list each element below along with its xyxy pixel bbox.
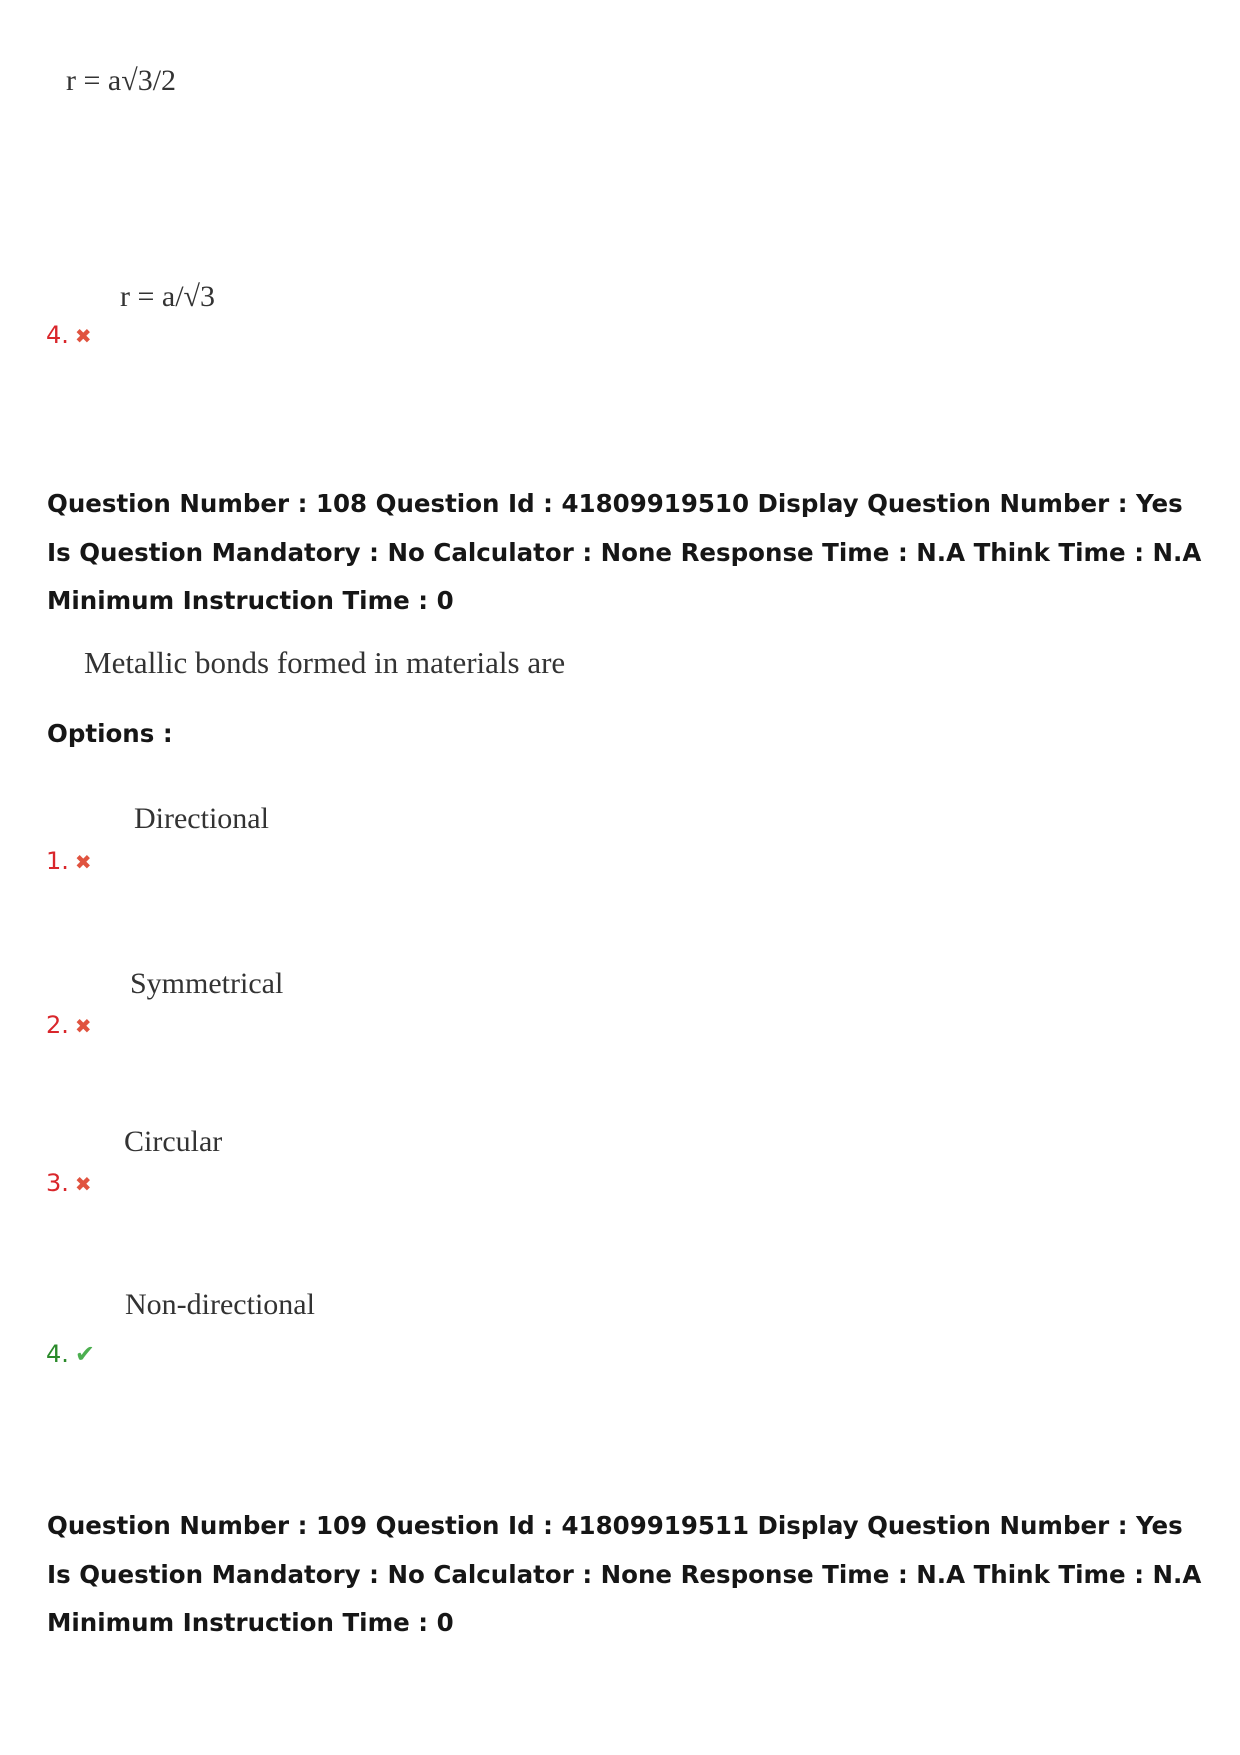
option-image-text: Non-directional — [125, 1288, 315, 1321]
option-image-formula: r = a√3/2 — [66, 64, 177, 97]
cross-icon: ✖ — [74, 324, 92, 348]
check-icon: ✔ — [74, 1340, 96, 1368]
cross-icon: ✖ — [74, 1014, 92, 1038]
options-label: Options : — [47, 719, 173, 748]
question-text-image: Metallic bonds formed in materials are — [84, 645, 566, 680]
option-image-text: Circular — [124, 1125, 223, 1158]
option-number: 4. — [46, 1340, 69, 1368]
option-number: 3. — [46, 1169, 69, 1197]
option-number-wrong — [46, 847, 92, 875]
option-number: 1. — [46, 847, 69, 875]
option-number-wrong — [46, 1011, 92, 1039]
option-image-text: Directional — [134, 802, 269, 835]
option-number-wrong — [46, 1169, 92, 1197]
option-image-text: Symmetrical — [130, 967, 284, 1000]
option-number-correct — [46, 1340, 95, 1368]
question-meta: Question Number : 109 Question Id : 41809919511 Display Question Number : Yes Is Question Mandatory : No Calculator : None Response Time : N.A Think Time : N.A Minimum Instruction Time : 0 — [47, 1511, 1202, 1637]
option-number: 2. — [46, 1011, 69, 1039]
question-meta: Question Number : 108 Question Id : 41809919510 Display Question Number : Yes Is Question Mandatory : No Calculator : None Response Time : N.A Think Time : N.A Minimum Instruction Time : 0 — [47, 489, 1202, 615]
option-image-formula: r = a/√3 — [120, 280, 216, 313]
option-number-wrong — [46, 321, 92, 349]
option-number: 4. — [46, 321, 69, 349]
cross-icon: ✖ — [74, 850, 92, 874]
cross-icon: ✖ — [74, 1172, 92, 1196]
